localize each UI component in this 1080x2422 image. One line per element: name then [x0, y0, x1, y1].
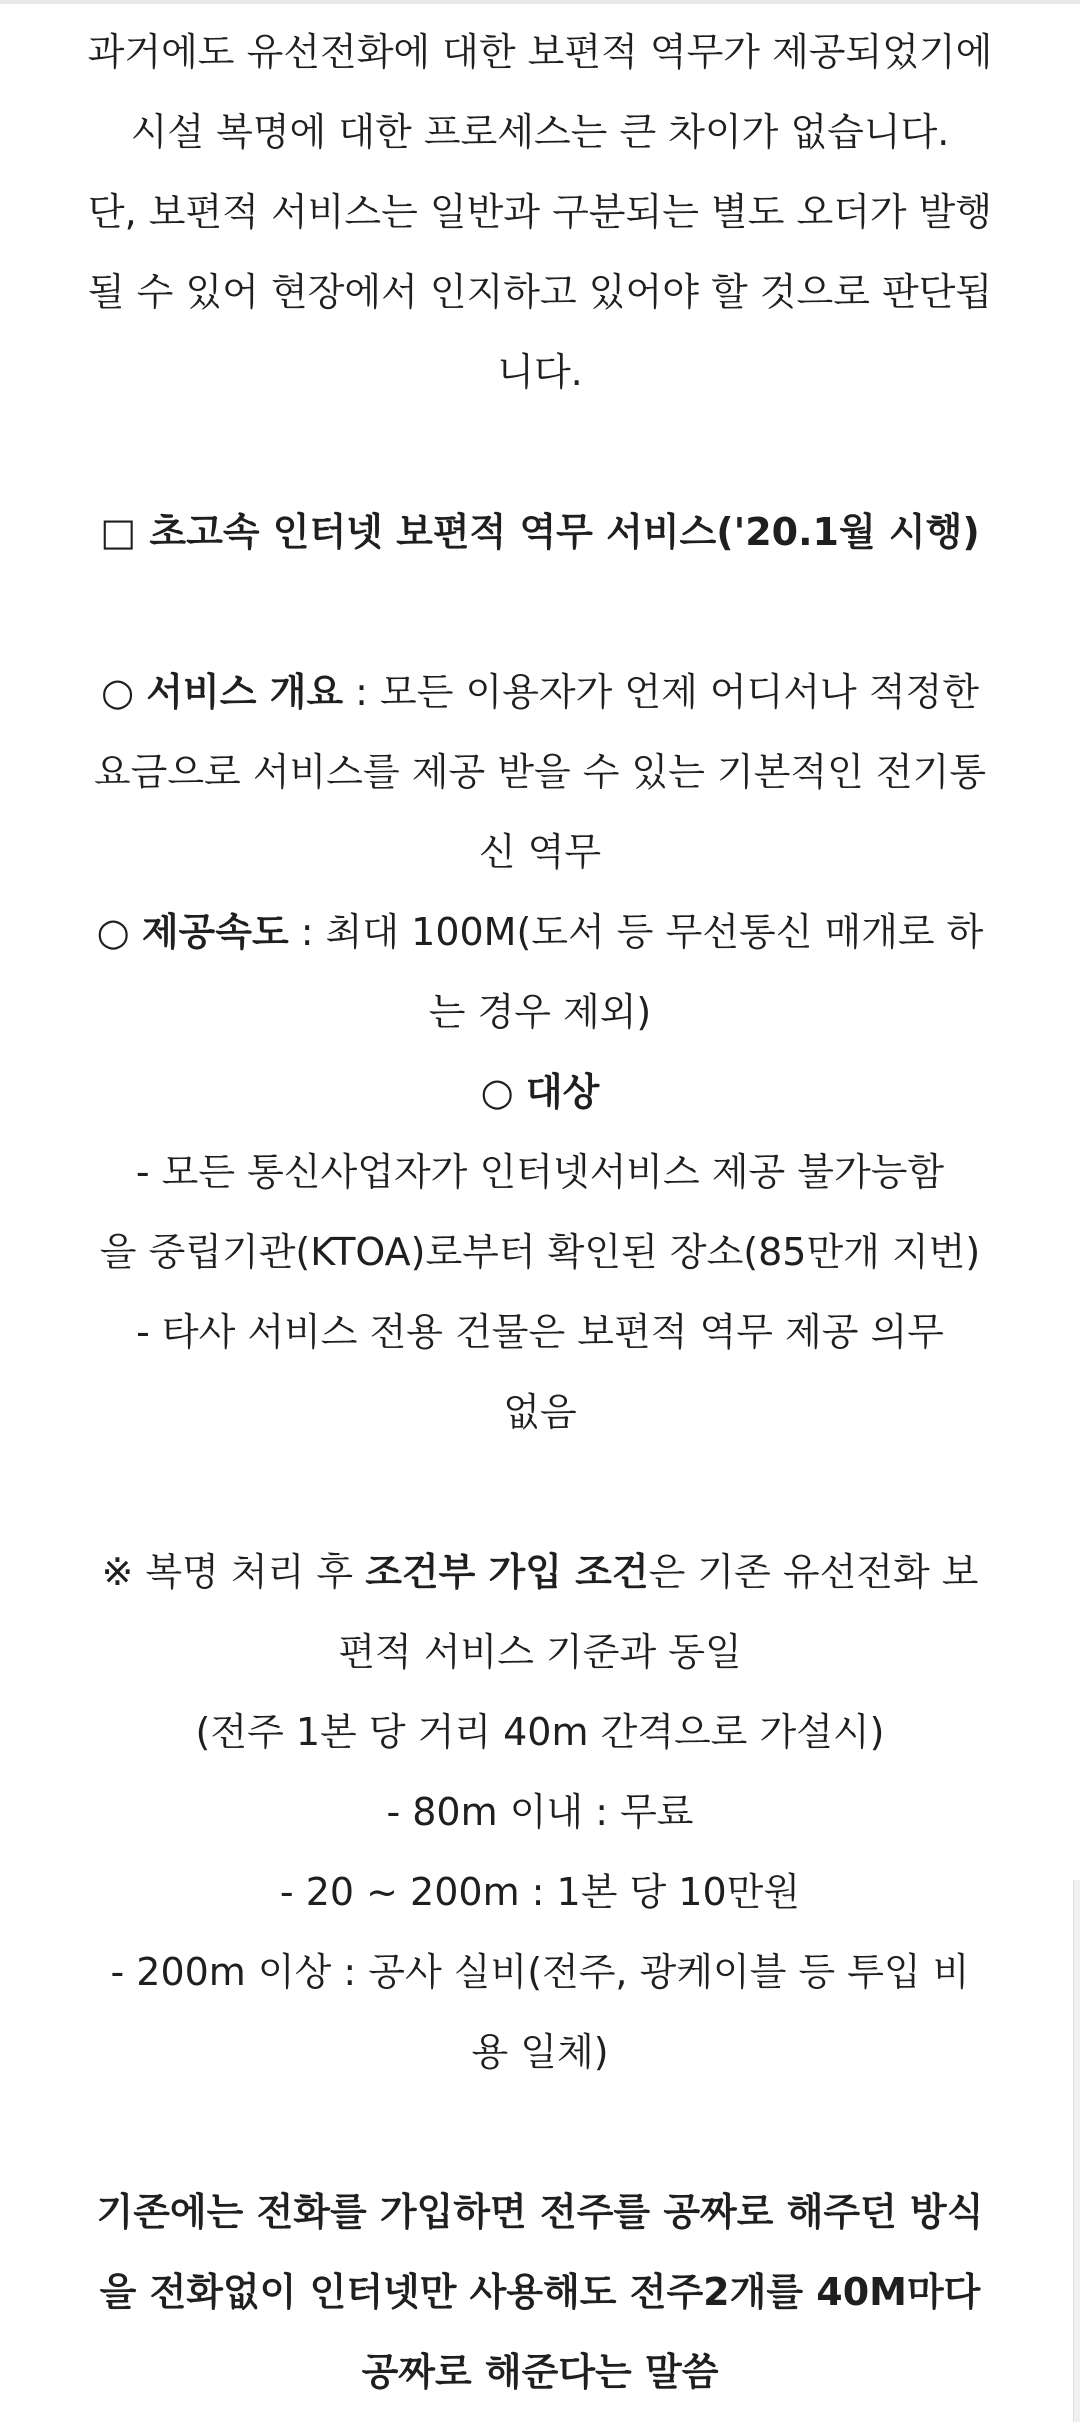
overview-line: 요금으로 서비스를 제공 받을 수 있는 기본적인 전기통 [93, 750, 987, 794]
note-prefix: ※ 복명 처리 후 [101, 1550, 366, 1594]
overview-text: : 모든 이용자가 언제 어디서나 적정한 [343, 670, 979, 714]
spacer [40, 412, 1040, 492]
summary-line: 공짜로 해준다는 말씀 [361, 2350, 719, 2394]
overview-label: 서비스 개요 [146, 670, 344, 714]
overview-line: 신 역무 [478, 830, 602, 874]
summary-line: 을 전화없이 인터넷만 사용해도 전주2개를 40M마다 [99, 2270, 981, 2314]
intro-line: 과거에도 유선전화에 대한 보편적 역무가 제공되었기에 [87, 30, 993, 74]
target-label: 대상 [525, 1070, 600, 1114]
target-item-line: 을 중립기관(KTOA)로부터 확인된 장소(85만개 지번) [99, 1230, 981, 1274]
summary-line: 기존에는 전화를 가입하면 전주를 공짜로 해주던 방식 [96, 2190, 984, 2234]
speed-text: : 최대 100M(도서 등 무선통신 매개로 하 [288, 910, 984, 954]
intro-line: 단, 보편적 서비스는 일반과 구분되는 별도 오더가 발행 [87, 190, 993, 234]
target-item-line: - 타사 서비스 전용 건물은 보편적 역무 제공 의무 [136, 1310, 944, 1354]
intro-line: 니다. [497, 350, 583, 394]
circle-bullet: ○ [96, 910, 142, 954]
speed-line: 는 경우 제외) [428, 990, 652, 1034]
note-line: - 80m 이내 : 무료 [386, 1790, 694, 1834]
spacer [40, 2092, 1040, 2172]
post-body [40, 12, 1040, 2412]
speed-line [40, 892, 1040, 972]
intro-line: 될 수 있어 현장에서 인지하고 있어야 할 것으로 판단됩 [87, 270, 993, 314]
overview-line [40, 652, 1040, 732]
speed-label: 제공속도 [141, 910, 289, 954]
circle-bullet: ○ [101, 670, 147, 714]
scrollbar[interactable] [1073, 1880, 1080, 2422]
note-line: - 20 ~ 200m : 1본 당 10만원 [279, 1870, 801, 1914]
circle-bullet: ○ [480, 1070, 526, 1114]
note-line [40, 1532, 1040, 1612]
note-bold: 조건부 가입 조건 [365, 1550, 649, 1594]
spacer [40, 572, 1040, 652]
note-line: - 200m 이상 : 공사 실비(전주, 광케이블 등 투입 비 [110, 1950, 970, 1994]
note-suffix: 은 기존 유선전화 보 [648, 1550, 979, 1594]
target-item-line: 없음 [503, 1390, 577, 1434]
spacer [40, 1452, 1040, 1532]
intro-line: 시설 복명에 대한 프로세스는 큰 차이가 없습니다. [130, 110, 950, 154]
target-heading [40, 1052, 1040, 1132]
top-divider [0, 0, 1080, 4]
target-item-line: - 모든 통신사업자가 인터넷서비스 제공 불가능함 [135, 1150, 945, 1194]
section-heading: □ 초고속 인터넷 보편적 역무 서비스('20.1월 시행) [100, 510, 980, 554]
note-line: 용 일체) [471, 2030, 609, 2074]
note-line: (전주 1본 당 거리 40m 간격으로 가설시) [195, 1710, 885, 1754]
note-line: 편적 서비스 기준과 동일 [338, 1630, 742, 1674]
